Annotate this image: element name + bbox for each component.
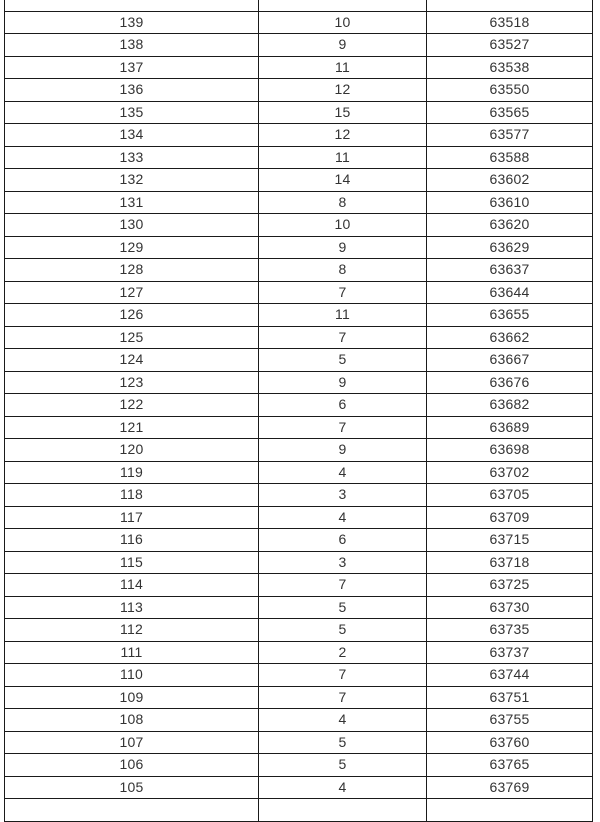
count-cell: 7	[259, 574, 427, 597]
score-cell: 111	[5, 641, 259, 664]
count-cell: 5	[259, 754, 427, 777]
score-cell: 112	[5, 619, 259, 642]
count-cell: 4	[259, 506, 427, 529]
table-row	[5, 731, 593, 754]
score-cell: 122	[5, 394, 259, 417]
score-cell: 120	[5, 439, 259, 462]
table-row	[5, 461, 593, 484]
count-cell: 7	[259, 416, 427, 439]
table-row	[5, 236, 593, 259]
cumulative-cell: 63718	[427, 551, 593, 574]
count-cell: 11	[259, 146, 427, 169]
table-row	[5, 304, 593, 327]
count-cell: 15	[259, 101, 427, 124]
score-table	[4, 0, 593, 822]
cumulative-cell: 63689	[427, 416, 593, 439]
score-cell: 131	[5, 191, 259, 214]
cumulative-cell: 63737	[427, 641, 593, 664]
score-cell: 129	[5, 236, 259, 259]
cumulative-cell: 63735	[427, 619, 593, 642]
score-cell	[5, 0, 259, 11]
count-cell: 4	[259, 461, 427, 484]
score-cell: 115	[5, 551, 259, 574]
score-cell: 128	[5, 259, 259, 282]
count-cell: 12	[259, 124, 427, 147]
table-row	[5, 349, 593, 372]
cumulative-cell: 63755	[427, 709, 593, 732]
score-cell: 107	[5, 731, 259, 754]
table-row	[5, 416, 593, 439]
score-cell: 138	[5, 34, 259, 57]
count-cell: 7	[259, 281, 427, 304]
score-cell: 121	[5, 416, 259, 439]
table-row	[5, 146, 593, 169]
score-cell: 110	[5, 664, 259, 687]
table-row	[5, 101, 593, 124]
cumulative-cell: 63765	[427, 754, 593, 777]
cumulative-cell: 63620	[427, 214, 593, 237]
cumulative-cell: 63676	[427, 371, 593, 394]
score-cell: 113	[5, 596, 259, 619]
table-row	[5, 776, 593, 799]
score-cell: 134	[5, 124, 259, 147]
score-cell: 118	[5, 484, 259, 507]
cumulative-cell: 63705	[427, 484, 593, 507]
cumulative-cell: 63610	[427, 191, 593, 214]
table-row	[5, 551, 593, 574]
cumulative-cell: 63760	[427, 731, 593, 754]
score-cell: 135	[5, 101, 259, 124]
score-cell: 130	[5, 214, 259, 237]
count-cell	[259, 799, 427, 822]
score-cell: 133	[5, 146, 259, 169]
table-row	[5, 574, 593, 597]
count-cell: 14	[259, 169, 427, 192]
score-cell: 123	[5, 371, 259, 394]
count-cell: 7	[259, 664, 427, 687]
table-row	[5, 619, 593, 642]
score-cell: 127	[5, 281, 259, 304]
table-row	[5, 124, 593, 147]
table-row	[5, 641, 593, 664]
cumulative-cell: 63725	[427, 574, 593, 597]
count-cell: 9	[259, 439, 427, 462]
score-cell: 106	[5, 754, 259, 777]
cumulative-cell: 63538	[427, 56, 593, 79]
count-cell: 3	[259, 484, 427, 507]
table-row	[5, 799, 593, 822]
table-row	[5, 371, 593, 394]
score-cell: 108	[5, 709, 259, 732]
count-cell: 6	[259, 394, 427, 417]
count-cell: 9	[259, 371, 427, 394]
cumulative-cell: 63637	[427, 259, 593, 282]
table-row	[5, 34, 593, 57]
table-row	[5, 484, 593, 507]
cumulative-cell: 63744	[427, 664, 593, 687]
count-cell: 10	[259, 214, 427, 237]
score-cell: 119	[5, 461, 259, 484]
score-cell: 136	[5, 79, 259, 102]
table-row	[5, 686, 593, 709]
cumulative-cell: 63577	[427, 124, 593, 147]
table-row	[5, 439, 593, 462]
cumulative-cell: 63709	[427, 506, 593, 529]
table-row	[5, 664, 593, 687]
cumulative-cell: 63518	[427, 11, 593, 34]
cumulative-cell: 63602	[427, 169, 593, 192]
cumulative-cell: 63667	[427, 349, 593, 372]
table-row	[5, 214, 593, 237]
table-row	[5, 11, 593, 34]
score-cell: 116	[5, 529, 259, 552]
cumulative-cell: 63644	[427, 281, 593, 304]
count-cell: 4	[259, 776, 427, 799]
cumulative-cell	[427, 0, 593, 11]
table-row	[5, 529, 593, 552]
table-row	[5, 79, 593, 102]
score-cell: 109	[5, 686, 259, 709]
table-row	[5, 169, 593, 192]
table-row	[5, 191, 593, 214]
table-row	[5, 56, 593, 79]
table-row	[5, 394, 593, 417]
table-row	[5, 506, 593, 529]
score-cell: 132	[5, 169, 259, 192]
score-cell: 114	[5, 574, 259, 597]
cumulative-cell: 63715	[427, 529, 593, 552]
cumulative-cell: 63550	[427, 79, 593, 102]
count-cell: 7	[259, 326, 427, 349]
score-cell: 124	[5, 349, 259, 372]
table-row	[5, 709, 593, 732]
cumulative-cell: 63662	[427, 326, 593, 349]
count-cell: 11	[259, 56, 427, 79]
table-row	[5, 259, 593, 282]
score-cell: 126	[5, 304, 259, 327]
table-row	[5, 281, 593, 304]
table-row	[5, 596, 593, 619]
table-row	[5, 0, 593, 11]
count-cell	[259, 0, 427, 11]
cumulative-cell: 63682	[427, 394, 593, 417]
count-cell: 11	[259, 304, 427, 327]
count-cell: 5	[259, 596, 427, 619]
score-table-body	[5, 0, 593, 821]
count-cell: 2	[259, 641, 427, 664]
table-row	[5, 326, 593, 349]
cumulative-cell: 63565	[427, 101, 593, 124]
cumulative-cell: 63751	[427, 686, 593, 709]
score-cell	[5, 799, 259, 822]
count-cell: 9	[259, 236, 427, 259]
count-cell: 8	[259, 191, 427, 214]
score-cell: 125	[5, 326, 259, 349]
score-table-container	[4, 0, 592, 822]
count-cell: 3	[259, 551, 427, 574]
score-cell: 105	[5, 776, 259, 799]
cumulative-cell: 63527	[427, 34, 593, 57]
count-cell: 12	[259, 79, 427, 102]
table-row	[5, 754, 593, 777]
score-cell: 117	[5, 506, 259, 529]
count-cell: 8	[259, 259, 427, 282]
count-cell: 7	[259, 686, 427, 709]
cumulative-cell: 63730	[427, 596, 593, 619]
cumulative-cell: 63769	[427, 776, 593, 799]
count-cell: 5	[259, 619, 427, 642]
score-cell: 139	[5, 11, 259, 34]
cumulative-cell: 63588	[427, 146, 593, 169]
count-cell: 4	[259, 709, 427, 732]
count-cell: 6	[259, 529, 427, 552]
count-cell: 5	[259, 731, 427, 754]
count-cell: 9	[259, 34, 427, 57]
count-cell: 5	[259, 349, 427, 372]
cumulative-cell: 63702	[427, 461, 593, 484]
cumulative-cell: 63698	[427, 439, 593, 462]
score-cell: 137	[5, 56, 259, 79]
cumulative-cell: 63629	[427, 236, 593, 259]
cumulative-cell: 63655	[427, 304, 593, 327]
count-cell: 10	[259, 11, 427, 34]
cumulative-cell	[427, 799, 593, 822]
